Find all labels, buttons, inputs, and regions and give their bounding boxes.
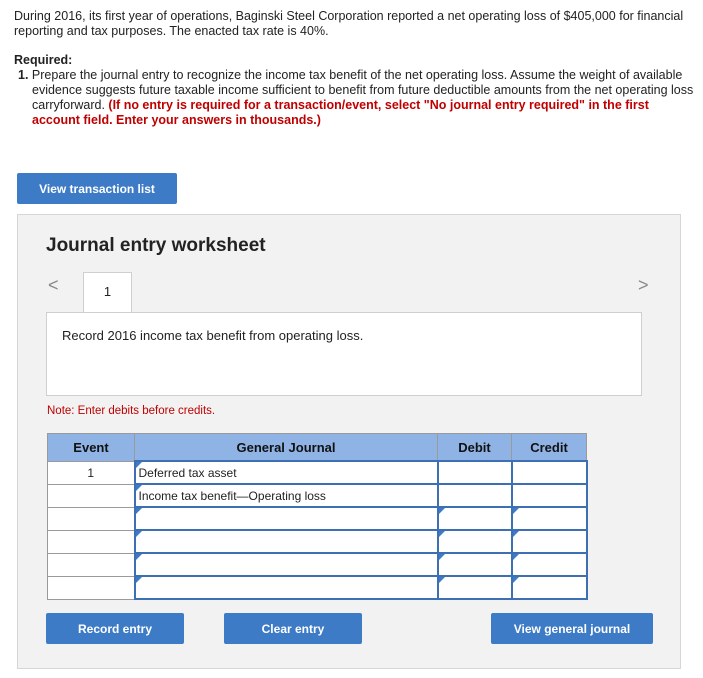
table-row (48, 530, 587, 553)
chevron-right-icon[interactable]: > (638, 275, 649, 295)
event-cell (48, 484, 135, 507)
credit-input[interactable] (512, 507, 587, 530)
journal-entry-worksheet (17, 214, 681, 669)
event-cell (48, 530, 135, 553)
dropdown-flag-icon (513, 577, 519, 583)
credit-input[interactable] (512, 553, 587, 576)
credit-input[interactable] (512, 461, 587, 484)
problem-statement (14, 9, 694, 128)
view-general-journal-button[interactable]: View general journal (491, 613, 653, 644)
journal-table (47, 433, 588, 600)
debit-input[interactable] (438, 530, 512, 553)
account-value: Deferred tax asset (138, 465, 237, 480)
dropdown-flag-icon (513, 508, 519, 514)
requirement-item (14, 68, 694, 128)
dropdown-flag-icon (136, 508, 142, 514)
account-select[interactable] (135, 553, 438, 576)
journal-header-row (48, 434, 587, 462)
account-select[interactable] (135, 530, 438, 553)
debit-input[interactable] (438, 576, 512, 599)
dropdown-flag-icon (136, 531, 142, 537)
header-event: Event (48, 434, 135, 462)
event-cell (48, 576, 135, 599)
problem-intro: During 2016, its first year of operations, Baginski Steel Corporation reported a net operating loss of $405,000 for financial reporting and tax purposes. The enacted tax rate is 40%. (14, 9, 684, 38)
debit-input[interactable] (438, 461, 512, 484)
account-select[interactable] (135, 576, 438, 599)
dropdown-flag-icon (136, 577, 142, 583)
worksheet-title: Journal entry worksheet (46, 235, 266, 256)
account-select[interactable] (135, 484, 438, 507)
header-debit: Debit (438, 434, 512, 462)
clear-entry-button[interactable]: Clear entry (224, 613, 362, 644)
requirement-text: Prepare the journal entry to recognize the income tax benefit of the net operating loss. Assume the weight of available evidence suggests future taxable income sufficient to benefit from future deductible amounts from the net operating loss carryforward. (31, 68, 694, 112)
table-row (48, 507, 587, 530)
credit-input[interactable] (512, 484, 587, 507)
tab-entry-1[interactable]: 1 (83, 272, 132, 312)
header-credit: Credit (512, 434, 587, 462)
requirement-number: 1. (18, 68, 29, 82)
required-heading: Required: (14, 53, 73, 67)
debit-input[interactable] (438, 553, 512, 576)
credit-input[interactable] (512, 576, 587, 599)
record-entry-button[interactable]: Record entry (46, 613, 184, 644)
event-cell (48, 507, 135, 530)
entry-note: Note: Enter debits before credits. (47, 405, 216, 417)
transaction-description-box (46, 312, 642, 396)
debit-input[interactable] (438, 507, 512, 530)
table-row (48, 576, 587, 599)
debit-input[interactable] (438, 484, 512, 507)
requirement-instruction: (If no entry is required for a transaction/event, select "No journal entry required" in the first account field. Enter your answers in thousands.) (32, 98, 649, 127)
dropdown-flag-icon (513, 554, 519, 560)
header-general-journal: General Journal (135, 434, 438, 462)
event-cell (48, 553, 135, 576)
dropdown-flag-icon (513, 531, 519, 537)
credit-input[interactable] (512, 530, 587, 553)
account-value: Income tax benefit—Operating loss (138, 488, 326, 503)
dropdown-flag-icon (439, 577, 445, 583)
event-cell: 1 (48, 461, 135, 484)
dropdown-flag-icon (439, 508, 445, 514)
chevron-left-icon[interactable]: < (48, 275, 59, 295)
table-row (48, 553, 587, 576)
dropdown-flag-icon (439, 554, 445, 560)
account-select[interactable] (135, 507, 438, 530)
dropdown-flag-icon (439, 531, 445, 537)
transaction-description: Record 2016 income tax benefit from operating loss. (62, 328, 364, 343)
view-transaction-list-button[interactable]: View transaction list (17, 173, 177, 204)
account-select[interactable] (135, 461, 438, 484)
table-row (48, 484, 587, 507)
table-row (48, 461, 587, 484)
dropdown-flag-icon (136, 554, 142, 560)
